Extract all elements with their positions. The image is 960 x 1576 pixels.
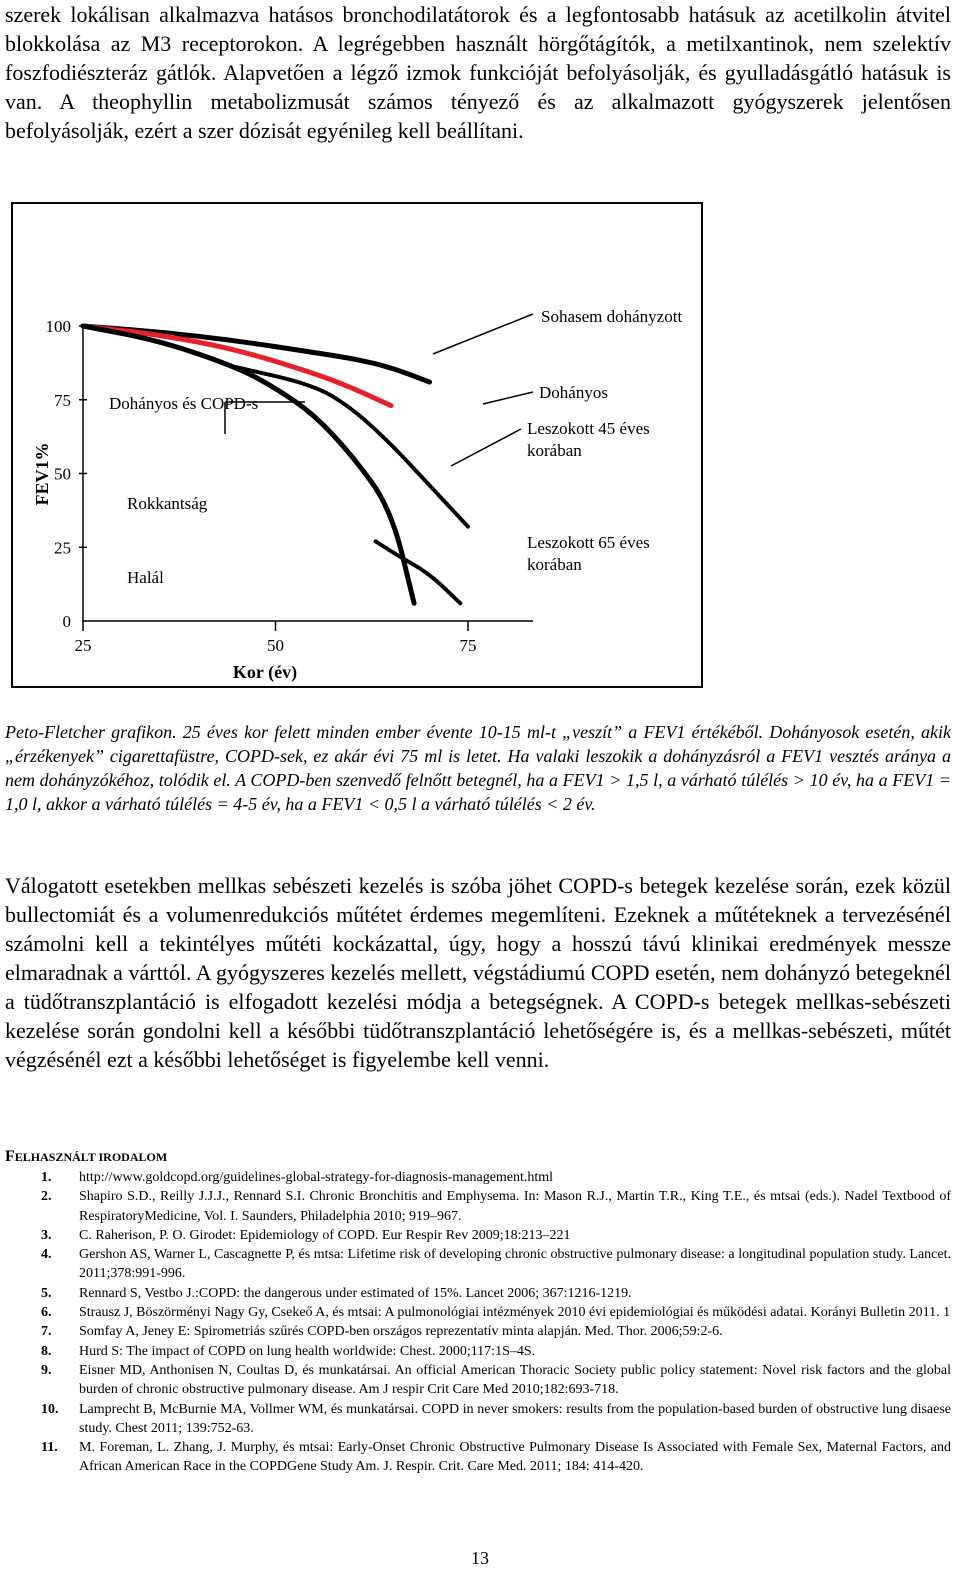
annotation-leader: [433, 314, 533, 354]
reference-item: [5, 1400, 951, 1439]
reference-item: [5, 1226, 951, 1245]
y-axis-label: FEV1%: [32, 442, 52, 506]
chart-curves: [83, 326, 468, 603]
body-paragraph-1: szerek lokálisan alkalmazva hatásos bronchodilatátorok és a legfontosabb hatásuk az acetilkolin átvitel blokkolása az M3 receptorokon. A legrégebben használt hörgőtágítók, a metilxantinok, nem szelektív foszfodiészteráz gátlók. Alapvetően a légző izmok funkcióját befolyásolják, és gyulladásgátló hatásuk is van. A theophyllin metabolizmusát számos tényező és az alkalmazott gyógyszerek jelentősen befolyásolják, ezért a szer dózisát egyénileg kell beállítani.: [5, 2, 951, 143]
reference-number: 2.: [41, 1189, 52, 1205]
reference-text: http://www.goldcopd.org/guidelines-global-strategy-for-diagnosis-management.html: [79, 1170, 554, 1185]
annotation-label: Leszokott 65 éves korában: [527, 533, 650, 574]
chart-axes: [32, 317, 533, 683]
reference-number: 6.: [41, 1305, 52, 1321]
figure-caption: Peto-Fletcher grafikon. 25 éves kor felett minden ember évente 10-15 ml-t „veszít” a FEV1 értékéből. Dohányosok esetén, akik „érzékenyek” cigarettafüstre, COPD-sek, ez akár évi 75 ml is letet. Ha valaki leszokik a dohányzásról a FEV1 vesztés aránya a nem dohányzókéhoz, tolódik el. A COPD-ben szenvedő felnőtt betegnél, ha a FEV1 > 1,5 l, a várható túlélés > 10 év, ha a FEV1 = 1,0 l, akkor a várható túlélés = 4-5 év, ha a FEV1 < 0,5 l a várható túlélés < 2 év.: [5, 722, 951, 814]
reference-number: 7.: [41, 1324, 52, 1340]
reference-number: 9.: [41, 1362, 52, 1378]
reference-text: Gershon AS, Warner L, Cascagnette P, és mtsa: Lifetime risk of developing chronic obstructive pulmonary disease: a longitudinal population study. Lancet. 2011;378:991-996.: [79, 1247, 951, 1282]
series-line-5: [376, 541, 461, 603]
reference-item: [5, 1342, 951, 1361]
y-tick-label: 75: [54, 390, 71, 410]
annotation-leader: [483, 392, 533, 404]
body-paragraph-2: Válogatott esetekben mellkas sebészeti kezelés is szóba jöhet COPD-s betegek kezelése során, ezek közül bullectomiát és a volumenredukciós műtétet érdemes megemlíteni. Ezeknek a műtéteknek a tervezésénél számolni kell a tekintélyes műtéti kockázattal, úgy, hogy a hosszú távú klinikai eredmények messze elmaradnak a várttól. A gyógyszeres kezelés mellett, végstádiumú COPD esetén, nem dohányzó betegeknél a tüdőtranszplantáció is elfogadott kezelési módja a betegségnek. A COPD-s betegek mellkas-sebészeti kezelése során gondolni kell a későbbi tüdőtranszplantáció lehetőségére is, és a mellkas-sebészeti, műtét végzésénél ezt a későbbi lehetőséget is figyelembe kell venni.: [5, 873, 951, 1072]
annotation-label: Sohasem dohányzott: [541, 307, 683, 326]
reference-text: Shapiro S.D., Reilly J.J.J., Rennard S.I. Chronic Bronchitis and Emphysema. In: Mason R.J., Martin T.R., King T.E., és mtsai (eds.). Nadel Textbood of RespiratoryMedicine, Vol. I. Saunders, Philadelphia 2010; 919–967.: [79, 1189, 951, 1224]
y-tick-label: 25: [54, 538, 71, 558]
reference-number: 1.: [41, 1170, 52, 1185]
y-tick-label: 50: [54, 464, 71, 484]
page-number: 13: [471, 1548, 489, 1568]
reference-number: 4.: [41, 1247, 52, 1263]
y-tick-label: 100: [45, 317, 71, 336]
annotation-label: Halál: [127, 568, 164, 587]
reference-number: 5.: [41, 1285, 52, 1301]
chart-svg: [13, 204, 701, 686]
reference-item: [5, 1438, 951, 1477]
references-title: FELHASZNÁLT IRODALOM: [5, 1148, 168, 1165]
reference-text: Strausz J, Böszörményi Nagy Gy, Csekeő A, és mtsai: A pulmonológiai intézmények 2010 évi epidemiológiai és működési adatai. Korányi Bulletin 2011. 1: [79, 1305, 951, 1321]
reference-text: Somfay A, Jeney E: Spirometriás szűrés COPD-ben országos reprezentatív minta alapján. Med. Thor. 2006;59:2-6.: [79, 1324, 723, 1340]
reference-item: [5, 1322, 951, 1341]
reference-text: Lamprecht B, McBurnie MA, Vollmer WM, és munkatársai. COPD in never smokers: results from the population-based burden of obstructive lung disaese study. Chest 2011; 139:752-63.: [79, 1401, 951, 1436]
annotation-leader: [451, 429, 521, 466]
references-list: [5, 1168, 951, 1477]
annotation-label: Dohányos: [539, 383, 608, 402]
reference-item: [5, 1187, 951, 1226]
x-tick-label: 25: [74, 636, 92, 655]
annotation-label: Leszokott 45 éves korában: [527, 419, 650, 460]
reference-text: Rennard S, Vestbo J.:COPD: the dangerous under estimated of 15%. Lancet 2006; 367:1216-1219.: [79, 1285, 632, 1301]
reference-text: C. Raherison, P. O. Girodet: Epidemiology of COPD. Eur Respir Rev 2009;18:213–221: [79, 1227, 571, 1243]
x-tick-label: 75: [459, 636, 477, 655]
reference-text: Hurd S: The impact of COPD on lung health worldwide: Chest. 2000;117:1S–4S.: [79, 1343, 536, 1359]
peto-fletcher-chart: [11, 202, 703, 688]
reference-item: [5, 1303, 951, 1322]
y-tick-label: 0: [62, 612, 71, 631]
reference-text: M. Foreman, L. Zhang, J. Murphy, és mtsai: Early-Onset Chronic Obstructive Pulmonary Disease Is Associated with Female Sex, Maternal Factors, and African American Race in the COPDGene Study Am. J. Respir. Crit. Care Med. 2011; 184: 414-420.: [79, 1440, 951, 1475]
reference-number: 8.: [41, 1343, 52, 1359]
reference-text: Eisner MD, Anthonisen N, Coultas D, és munkatársai. An official American Thoracic Society public policy statement: Novel risk factors and the global burden of chronic obstructive pulmonary disease. Am J respir Crit Care Med 2010;182:693-718.: [79, 1362, 951, 1398]
reference-number: 10.: [41, 1401, 59, 1417]
reference-number: 11.: [41, 1440, 58, 1456]
reference-item: [5, 1168, 951, 1187]
x-tick-label: 50: [267, 636, 284, 655]
annotation-label: Rokkantság: [127, 494, 208, 513]
series-line-3: [83, 326, 414, 603]
series-line-4: [237, 367, 468, 526]
annotation-label: Dohányos és COPD-s: [109, 394, 259, 413]
reference-item: [5, 1361, 951, 1400]
x-axis-label: Kor (év): [232, 662, 298, 682]
reference-number: 3.: [41, 1227, 52, 1243]
reference-item: [5, 1245, 951, 1284]
reference-item: [5, 1284, 951, 1303]
